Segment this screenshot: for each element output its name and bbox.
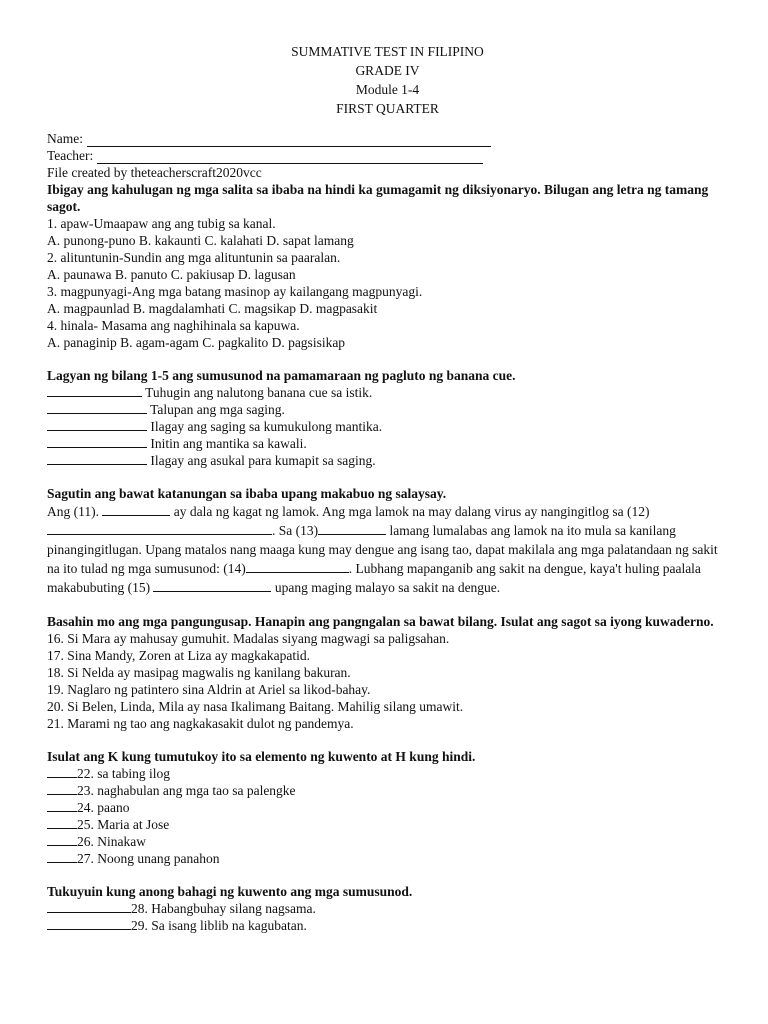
list-item: 21. Marami ng tao ang nagkakasakit dulot ng pandemya. xyxy=(47,716,354,731)
answer-blank[interactable] xyxy=(47,401,147,414)
section-sequence xyxy=(47,367,728,469)
list-item: 22. sa tabing ilog xyxy=(47,765,728,782)
answer-blank-15[interactable] xyxy=(153,579,271,592)
answer-blank[interactable] xyxy=(47,850,77,863)
list-item: 18. Si Nelda ay masipag magwalis ng kanilang bakuran. xyxy=(47,665,351,680)
name-field[interactable] xyxy=(47,130,728,147)
answer-choices[interactable]: A. punong-puno B. kakaunti C. kalahati D. sapat lamang xyxy=(47,233,354,248)
answer-blank[interactable] xyxy=(47,452,147,465)
list-item: 25. Maria at Jose xyxy=(47,816,728,833)
section-instruction: Sagutin ang bawat katanungan sa ibaba upang makabuo ng salaysay. xyxy=(47,486,447,501)
info-fields xyxy=(47,130,728,181)
answer-blank[interactable] xyxy=(47,418,147,431)
test-title: SUMMATIVE TEST IN FILIPINO xyxy=(291,44,484,59)
answer-choices[interactable]: A. magpaunlad B. magdalamhati C. magsikap D. magpasakit xyxy=(47,301,378,316)
module-range: Module 1-4 xyxy=(355,82,420,97)
file-credit: File created by theteacherscraft2020vcc xyxy=(47,165,262,180)
section-instruction: Ibigay ang kahulugan ng mga salita sa ibaba na hindi ka gumagamit ng diksiyonaryo. Bilugan ang letra ng tamang sagot. xyxy=(47,182,709,214)
answer-blank[interactable] xyxy=(47,833,77,846)
name-line[interactable] xyxy=(87,133,491,147)
section-story-parts xyxy=(47,883,728,934)
list-item: 16. Si Mara ay mahusay gumuhit. Madalas siyang magwagi sa paligsahan. xyxy=(47,631,450,646)
answer-blank[interactable] xyxy=(47,917,131,930)
answer-blank[interactable] xyxy=(47,816,77,829)
list-item: Ilagay ang asukal para kumapit sa saging. xyxy=(47,452,728,469)
list-item: 29. Sa isang liblib na kagubatan. xyxy=(47,917,728,934)
list-item: 19. Naglaro ng patintero sina Aldrin at Ariel sa likod-bahay. xyxy=(47,682,371,697)
answer-blank[interactable] xyxy=(47,799,77,812)
list-item: Tuhugin ang nalutong banana cue sa istik. xyxy=(47,384,728,401)
list-item: Ilagay ang saging sa kumukulong mantika. xyxy=(47,418,728,435)
list-item: 27. Noong unang panahon xyxy=(47,850,728,867)
name-label: Name: xyxy=(47,131,83,146)
answer-blank[interactable] xyxy=(47,384,142,397)
list-item: 17. Sina Mandy, Zoren at Liza ay magkakapatid. xyxy=(47,648,311,663)
section-instruction: Tukuyuin kung anong bahagi ng kuwento ang mga sumusunod. xyxy=(47,884,413,899)
question-item: 2. alituntunin-Sundin ang mga alituntunin sa paaralan. xyxy=(47,250,341,265)
section-story-elements xyxy=(47,748,728,867)
question-item: 3. magpunyagi-Ang mga batang masinop ay kailangang magpunyagi. xyxy=(47,284,423,299)
answer-blank-14[interactable] xyxy=(246,560,349,573)
section-instruction: Basahin mo ang mga pangungusap. Hanapin ang pangngalan sa bawat bilang. Isulat ang sagot sa iyong kuwaderno. xyxy=(47,614,714,629)
list-item: 24. paano xyxy=(47,799,728,816)
list-item: 20. Si Belen, Linda, Mila ay nasa Ikalimang Baitang. Mahilig silang umawit. xyxy=(47,699,464,714)
section-instruction: Isulat ang K kung tumutukoy ito sa elemento ng kuwento at H kung hindi. xyxy=(47,749,476,764)
list-item: 28. Habangbuhay silang nagsama. xyxy=(47,900,728,917)
answer-blank[interactable] xyxy=(47,900,131,913)
fill-in-paragraph: Ang (11). ay dala ng kagat ng lamok. Ang mga lamok na may dalang virus ay nangingitlog sa (12) . Sa (13) lamang lumalabas ang lamok na ito mula sa kanilang pinangingitlugan. Upang matalos nang maaga kung may dengue ang isang tao, dapat makilala ang mga palatandaan ng sakit na ito tulad ng mga sumusunod: (14) . Lubhang mapanganib ang sakit na dengue, kaya't huling paalala makabubuting (15) upang maging malayo sa sakit na dengue. xyxy=(47,504,718,595)
document-header xyxy=(47,42,728,118)
list-item: 23. naghabulan ang mga tao sa palengke xyxy=(47,782,728,799)
answer-choices[interactable]: A. panaginip B. agam-agam C. pagkalito D. pagsisikap xyxy=(47,335,346,350)
question-item: 1. apaw-Umaapaw ang ang tubig sa kanal. xyxy=(47,216,276,231)
section-narrative xyxy=(47,485,728,597)
grade-level: GRADE IV xyxy=(355,63,420,78)
section-instruction: Lagyan ng bilang 1-5 ang sumusunod na pamamaraan ng pagluto ng banana cue. xyxy=(47,368,516,383)
list-item: 26. Ninakaw xyxy=(47,833,728,850)
answer-blank[interactable] xyxy=(47,435,147,448)
answer-blank[interactable] xyxy=(47,782,77,795)
list-item: Initin ang mantika sa kawali. xyxy=(47,435,728,452)
teacher-line[interactable] xyxy=(97,150,483,164)
quarter: FIRST QUARTER xyxy=(336,101,439,116)
teacher-field[interactable] xyxy=(47,147,728,164)
teacher-label: Teacher: xyxy=(47,148,94,163)
question-item: 4. hinala- Masama ang naghihinala sa kapuwa. xyxy=(47,318,300,333)
section-nouns xyxy=(47,613,728,732)
answer-blank-13[interactable] xyxy=(318,522,386,535)
answer-choices[interactable]: A. paunawa B. panuto C. pakiusap D. lagusan xyxy=(47,267,296,282)
section-vocabulary xyxy=(47,181,728,351)
answer-blank[interactable] xyxy=(47,765,77,778)
answer-blank-11[interactable] xyxy=(102,503,170,516)
answer-blank-12[interactable] xyxy=(47,522,272,535)
list-item: Talupan ang mga saging. xyxy=(47,401,728,418)
